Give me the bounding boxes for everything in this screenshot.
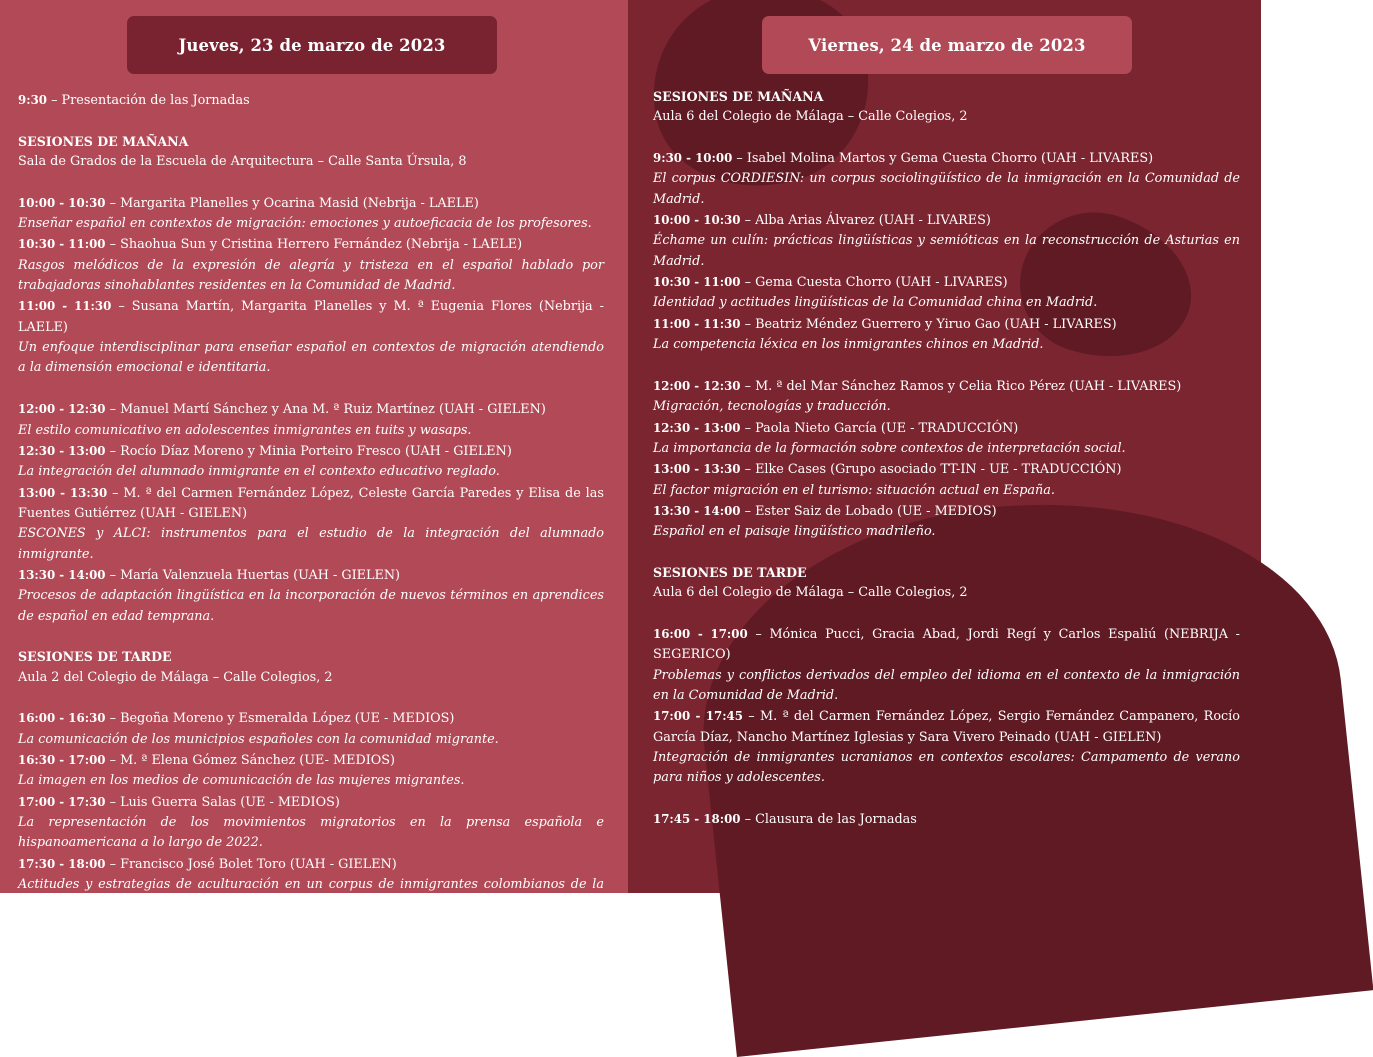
- friday-panel: [628, 0, 1261, 893]
- afternoon-heading: SESIONES DE TARDE: [18, 649, 172, 665]
- session-title: Español en el paisaje lingüístico madrileño.: [653, 524, 936, 540]
- session-title: La representación de los movimientos migratorios en la prensa española e hispanoamericana a lo largo de 2022.: [18, 815, 604, 851]
- session-speakers: Shaohua Sun y Cristina Herrero Fernández (Nebrija - LAELE): [120, 237, 523, 253]
- afternoon-venue: Aula 6 del Colegio de Málaga – Calle Colegios, 2: [653, 585, 968, 601]
- dash: –: [118, 299, 125, 315]
- session-entry: [653, 706, 1240, 748]
- session-block: [18, 399, 604, 627]
- session-entry: [653, 418, 1240, 439]
- dash: –: [109, 711, 116, 727]
- opening-line: [18, 90, 604, 111]
- closing-line: [653, 809, 1240, 830]
- session-entry: [653, 624, 1240, 666]
- session-speakers: María Valenzuela Huertas (UAH - GIELEN): [120, 567, 401, 583]
- session-time: 16:00 - 16:30: [18, 711, 106, 726]
- thursday-date-header: Jueves, 23 de marzo de 2023: [127, 16, 497, 74]
- session-time: 10:30 - 11:00: [18, 237, 106, 252]
- friday-program: [653, 87, 1240, 830]
- session-time: 12:00 - 12:30: [653, 378, 741, 393]
- session-time: 16:00 - 17:00: [653, 626, 748, 641]
- session-time: 17:00 - 17:30: [18, 794, 106, 809]
- morning-venue: Aula 6 del Colegio de Málaga – Calle Colegios, 2: [653, 109, 968, 125]
- session-entry: [653, 376, 1240, 397]
- session-title: Problemas y conflictos derivados del empleo del idioma en el contexto de la inmigración en la Comunidad de Madrid.: [653, 667, 1240, 703]
- session-speakers: M. ª del Mar Sánchez Ramos y Celia Rico Pérez (UAH - LIVARES): [755, 378, 1182, 394]
- session-title: El factor migración en el turismo: situación actual en España.: [653, 482, 1055, 498]
- session-entry: [18, 399, 604, 420]
- session-title: El estilo comunicativo en adolescentes inmigrantes en tuits y wasaps.: [18, 422, 472, 438]
- session-entry: [18, 441, 604, 462]
- session-speakers: Beatriz Méndez Guerrero y Yiruo Gao (UAH - LIVARES): [755, 316, 1117, 332]
- morning-heading: SESIONES DE MAÑANA: [653, 89, 824, 104]
- session-speakers: Luis Guerra Salas (UE - MEDIOS): [120, 794, 340, 810]
- session-time: 13:00 - 13:30: [653, 462, 741, 477]
- session-speakers: M. ª del Carmen Fernández López, Celeste García Paredes y Elisa de las Fuentes Gutiérrez (UAH - GIELEN): [18, 485, 604, 521]
- session-entry: [18, 750, 604, 771]
- session-entry: [18, 792, 604, 813]
- session-title: Identidad y actitudes lingüísticas de la Comunidad china en Madrid.: [653, 295, 1098, 311]
- session-title: La importancia de la formación sobre contextos de interpretación social.: [653, 440, 1126, 456]
- opening-text: Presentación de las Jornadas: [61, 93, 250, 108]
- session-entry: [18, 708, 604, 729]
- session-speakers: Alba Arias Álvarez (UAH - LIVARES): [755, 213, 991, 229]
- session-block: [653, 624, 1240, 789]
- dash: –: [109, 195, 116, 211]
- dash: –: [744, 420, 751, 436]
- dash: –: [744, 316, 751, 332]
- session-entry: [653, 314, 1240, 335]
- afternoon-heading: SESIONES DE TARDE: [653, 564, 807, 580]
- session-title: Un enfoque interdisciplinar para enseñar español en contextos de migración atendiendo a la dimensión emocional e identitaria.: [18, 340, 604, 376]
- session-speakers: M. ª Elena Gómez Sánchez (UE- MEDIOS): [120, 753, 396, 768]
- session-speakers: Paola Nieto García (UE - TRADUCCIÓN): [755, 420, 1019, 436]
- session-title: Rasgos melódicos de la expresión de alegría y tristeza en el español hablado por trabajadoras sinohablantes residentes en la Comunidad de Madrid.: [18, 257, 604, 294]
- dash: –: [744, 378, 751, 394]
- morning-venue: Sala de Grados de la Escuela de Arquitectura – Calle Santa Úrsula, 8: [18, 154, 467, 170]
- dash: –: [51, 93, 58, 108]
- session-entry: [18, 854, 604, 875]
- session-title: La imagen en los medios de comunicación de las mujeres migrantes.: [18, 773, 465, 789]
- dash: –: [744, 213, 751, 229]
- session-title: Enseñar español en contextos de migración: emociones y autoeficacia de los profesores.: [18, 216, 592, 232]
- session-speakers: Manuel Martí Sánchez y Ana M. ª Ruiz Martínez (UAH - GIELEN): [120, 402, 546, 418]
- morning-heading: SESIONES DE MAÑANA: [18, 133, 189, 149]
- session-entry: [18, 483, 604, 525]
- session-speakers: Gema Cuesta Chorro (UAH - LIVARES): [755, 275, 1008, 291]
- session-speakers: Mónica Pucci, Gracia Abad, Jordi Regí y Carlos Espaliú (NEBRIJA - SEGERICO): [653, 626, 1240, 663]
- dash: –: [109, 443, 116, 459]
- dash: –: [109, 402, 116, 418]
- session-time: 10:00 - 10:30: [18, 195, 106, 210]
- session-title: Procesos de adaptación lingüística en la incorporación de nuevos términos en aprendices de español en edad temprana.: [18, 588, 604, 624]
- session-time: 10:00 - 10:30: [653, 213, 741, 228]
- session-entry: [653, 459, 1240, 480]
- session-title: La comunicación de los municipios españoles con la comunidad migrante.: [18, 731, 499, 747]
- session-time: 10:30 - 11:00: [653, 275, 741, 290]
- session-entry: [18, 296, 604, 338]
- dash: –: [744, 503, 751, 519]
- dash: –: [755, 626, 762, 642]
- dash: –: [744, 462, 751, 478]
- session-title: Integración de inmigrantes ucranianos en contextos escolares: Campamento de verano para niños y adolescentes.: [653, 750, 1240, 786]
- session-entry: [18, 193, 604, 214]
- session-entry: [18, 234, 604, 255]
- session-block: [18, 193, 604, 379]
- session-time: 13:00 - 13:30: [18, 485, 108, 500]
- closing-time: 17:45 - 18:00: [653, 812, 741, 827]
- session-speakers: Elke Cases (Grupo asociado TT-IN - UE - TRADUCCIÓN): [755, 462, 1122, 478]
- session-block: [18, 708, 604, 915]
- dash: –: [109, 794, 116, 810]
- session-speakers: Susana Martín, Margarita Planelles y M. ª Eugenia Flores (Nebrija - LAELE): [18, 299, 604, 335]
- session-speakers: M. ª del Carmen Fernández López, Sergio Fernández Campanero, Rocío García Díaz, Nancho Martínez Iglesias y Sara Vivero Peinado (UAH - GIELEN): [653, 709, 1240, 745]
- session-title: ESCONES y ALCI: instrumentos para el estudio de la integración del alumnado inmigrante.: [18, 526, 604, 562]
- afternoon-venue: Aula 2 del Colegio de Málaga – Calle Colegios, 2: [18, 669, 333, 685]
- session-block: [653, 376, 1240, 543]
- session-time: 17:30 - 18:00: [18, 856, 106, 871]
- session-time: 12:00 - 12:30: [18, 402, 106, 417]
- session-entry: [18, 565, 604, 586]
- closing-text: Clausura de las Jornadas: [755, 812, 917, 828]
- session-speakers: Ester Saiz de Lobado (UE - MEDIOS): [755, 503, 997, 519]
- session-entry: [653, 148, 1240, 169]
- session-speakers: Francisco José Bolet Toro (UAH - GIELEN): [120, 856, 397, 872]
- session-title: Migración, tecnologías y traducción.: [653, 399, 891, 415]
- session-speakers: Rocío Díaz Moreno y Minia Porteiro Fresco (UAH - GIELEN): [120, 443, 512, 459]
- session-block: [653, 148, 1240, 355]
- session-entry: [653, 501, 1240, 522]
- session-time: 11:00 - 11:30: [653, 316, 741, 331]
- session-time: 12:30 - 13:00: [653, 420, 741, 435]
- session-entry: [653, 210, 1240, 231]
- session-entry: [653, 272, 1240, 293]
- session-time: 9:30 - 10:00: [653, 151, 733, 166]
- dash: –: [109, 237, 116, 253]
- friday-date-header: Viernes, 24 de marzo de 2023: [762, 16, 1132, 74]
- session-title: Échame un culín: prácticas lingüísticas y semióticas en la reconstrucción de Asturias en Madrid.: [653, 233, 1240, 269]
- session-time: 11:00 - 11:30: [18, 299, 112, 314]
- session-title: El corpus CORDIESIN: un corpus sociolingüístico de la inmigración en la Comunidad de Madrid.: [653, 171, 1240, 207]
- dash: –: [744, 812, 751, 828]
- session-time: 12:30 - 13:00: [18, 443, 106, 458]
- session-time: 13:30 - 14:00: [18, 567, 106, 582]
- session-speakers: Isabel Molina Martos y Gema Cuesta Chorro (UAH - LIVARES): [746, 151, 1154, 167]
- dash: –: [109, 753, 116, 768]
- session-time: 17:00 - 17:45: [653, 709, 743, 724]
- thursday-panel: [0, 0, 628, 913]
- dash: –: [109, 856, 116, 872]
- thursday-program: [18, 90, 604, 916]
- session-speakers: Begoña Moreno y Esmeralda López (UE - MEDIOS): [120, 711, 455, 727]
- dash: –: [109, 567, 116, 583]
- session-time: 13:30 - 14:00: [653, 503, 741, 518]
- session-title: Actitudes y estrategias de aculturación en un corpus de inmigrantes colombianos de la Comunidad de Madrid.: [18, 877, 604, 913]
- dash: –: [736, 151, 743, 167]
- dash: –: [748, 709, 755, 725]
- session-speakers: Margarita Planelles y Ocarina Masid (Nebrija - LAELE): [120, 195, 479, 211]
- session-time: 16:30 - 17:00: [18, 753, 106, 767]
- session-title: La integración del alumnado inmigrante en el contexto educativo reglado.: [18, 464, 500, 480]
- opening-time: 9:30: [18, 93, 47, 107]
- dash: –: [744, 275, 751, 291]
- session-title: La competencia léxica en los inmigrantes chinos en Madrid.: [653, 337, 1044, 353]
- dash: –: [112, 485, 119, 501]
